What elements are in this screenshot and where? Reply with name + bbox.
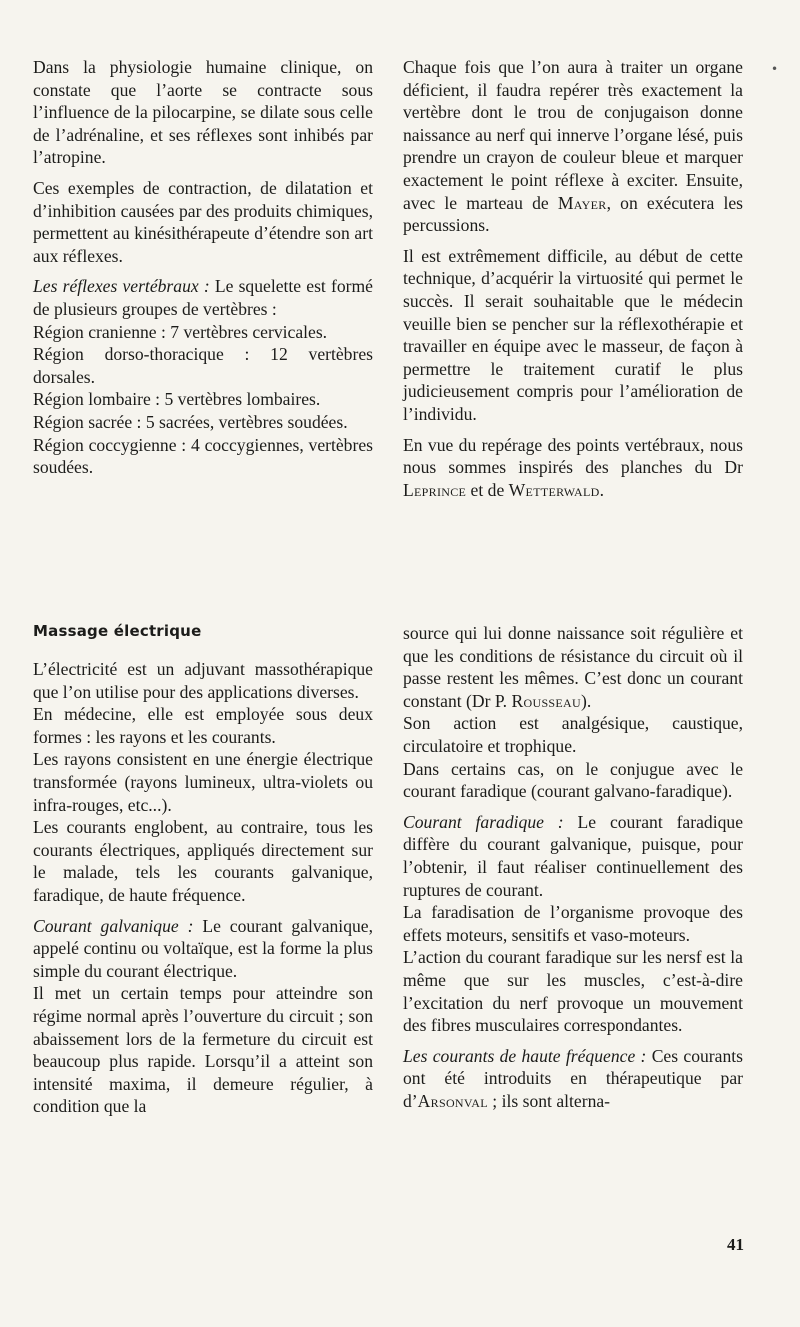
page-number: 41 <box>727 1235 744 1254</box>
text-run: Le courant faradique diffère du courant galvanique, puisque, pour l’obtenir, il faut réaliser continuellement des ruptures de courant. <box>403 811 743 900</box>
paragraph: Les rayons consistent en une énergie électrique transformée (rayons lumineux, ultra-violets ou infra-rouges, etc...). <box>33 749 373 815</box>
high-frequency-paragraph <box>403 1045 743 1113</box>
paragraph: L’action du courant faradique sur les nersf est la même que sur les muscles, c’est-à-dire l’excitation du nerf provoque un mouvement des fibres musculaires correspondantes. <box>403 947 743 1036</box>
paragraph: Il est extrêmement difficile, au début de cette technique, d’acquérir la virtuosité qui permet le succès. Il serait souhaitable que le médecin veuille bien se pencher sur la réflexothérapie et travailler en équipe avec le masseur, de façon à permettre le traitement curatif le plus judicieusement compris pour l’amélioration de l’individu. <box>403 245 743 424</box>
region-item: Région coccygienne : 4 coccygiennes, vertèbres soudées. <box>33 434 373 478</box>
author-name: Arsonval <box>417 1090 488 1111</box>
paragraph <box>403 56 743 237</box>
text-run: et de <box>466 479 509 500</box>
faradic-paragraph <box>403 811 743 901</box>
paragraph <box>403 622 743 712</box>
reflexes-paragraph <box>33 275 373 320</box>
column-top-right <box>403 56 743 509</box>
paragraph: Il met un certain temps pour atteindre son régime normal après l’ouverture du circuit ; son abaissement lors de la fermeture du circuit est beaucoup plus rapide. Lorsqu’il a atteint son intensité maxima, il demeure régulier, à condition que la <box>33 983 373 1117</box>
paragraph: L’électricité est un adjuvant massothérapique que l’on utilise pour des applications diverses. <box>33 659 373 702</box>
region-item: Région dorso-thoracique : 12 vertèbres dorsales. <box>33 344 373 387</box>
paragraph: La faradisation de l’organisme provoque des effets moteurs, sensitifs et vaso-moteurs. <box>403 902 743 945</box>
text-run: , on exécutera les percussions. <box>403 192 743 236</box>
text-run: Ces courants ont été introduits en thérapeutique par d’ <box>403 1045 743 1111</box>
column-bottom-left <box>33 658 373 1126</box>
text-run: Chaque fois que l’on aura à traiter un organe déficient, il faudra repérer très exactement la vertèbre dont le trou de conjugaison donne naissance au nerf qui innerve l’organe lésé, puis prendre un crayon de couleur bleue et marquer exactement le point réflexe à exciter. Ensuite, avec le marteau de <box>403 57 743 213</box>
region-item: Région cranienne : 7 vertèbres cervicales. <box>33 321 328 342</box>
author-name: Wetterwald <box>508 479 600 500</box>
text-run: Le courant galvanique, appelé continu ou voltaïque, est la forme la plus simple du courant électrique. <box>33 915 373 981</box>
high-frequency-lead: Les courants de haute fréquence : <box>403 1045 647 1066</box>
paragraph: Dans certains cas, on le conjugue avec le courant faradique (courant galvano-faradique). <box>403 758 743 802</box>
reflexes-lead: Les réflexes vertébraux : <box>33 276 210 297</box>
paragraph: En médecine, elle est employée sous deux formes : les rayons et les courants. <box>33 704 373 747</box>
text-run: source qui lui donne naissance soit régulière et que les conditions de résistance du circuit où il passe restent les mêmes. C’est donc un courant constant (Dr P. <box>403 623 743 711</box>
paragraph: Son action est analgésique, caustique, circulatoire et trophique. <box>403 713 743 756</box>
column-bottom-right <box>403 622 743 1120</box>
paragraph: Les courants englobent, au contraire, tous les courants électriques, appliqués directement sur le malade, tels les courants galvanique, faradique, de haute fréquence. <box>33 817 373 905</box>
margin-mark: • <box>771 62 779 76</box>
text-run: . <box>599 479 604 500</box>
author-name: Leprince <box>403 479 467 500</box>
author-name: Mayer <box>557 192 607 213</box>
region-item: Région sacrée : 5 sacrées, vertèbres soudées. <box>33 411 348 432</box>
text-run: En vue du repérage des points vertébraux, nous nous sommes inspirés des planches du Dr <box>403 434 743 478</box>
paragraph: Ces exemples de contraction, de dilatation et d’inhibition causées par des produits chimiques, permettent au kinésithérapeute d’étendre son art aux réflexes. <box>33 177 373 266</box>
text-run: ). <box>580 690 592 711</box>
galvanic-lead: Courant galvanique : <box>33 915 194 936</box>
column-top-left <box>33 56 373 479</box>
text-run: ; ils sont alterna- <box>487 1090 611 1111</box>
galvanic-paragraph <box>33 915 373 983</box>
paragraph: Dans la physiologie humaine clinique, on constate que l’aorte se contracte sous l’influence de la pilocarpine, se dilate sous celle de l’adrénaline, et ses réflexes sont inhibés par l’atropine. <box>33 57 373 168</box>
reflexes-text: Le squelette est formé de plusieurs groupes de vertèbres : <box>33 276 373 319</box>
faradic-lead: Courant faradique : <box>403 811 564 832</box>
paragraph <box>403 434 743 502</box>
section-heading: Massage électrique <box>33 622 202 640</box>
author-name: Rousseau <box>511 690 581 711</box>
region-item: Région lombaire : 5 vertèbres lombaires. <box>33 389 321 410</box>
